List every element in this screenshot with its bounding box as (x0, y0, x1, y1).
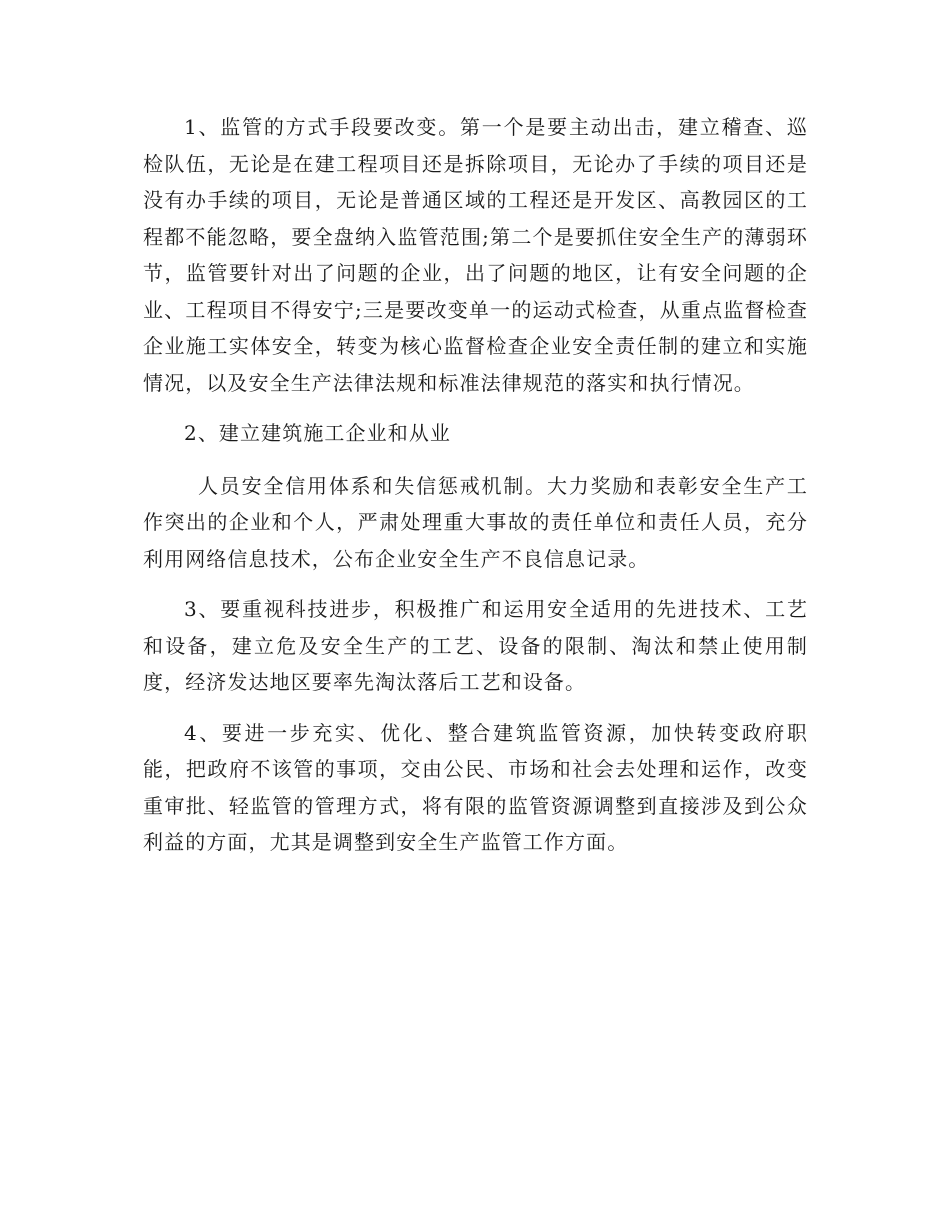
document-body (143, 109, 808, 875)
paragraph-1-supervision-methods: 1、监管的方式手段要改变。第一个是要主动出击，建立稽查、巡检队伍，无论是在建工程项目还是拆除项目，无论办了手续的项目还是没有办手续的项目，无论是普通区域的工程还是开发区、高教园区的工程都不能忽略，要全盘纳入监管范围;第二个是要抓住安全生产的薄弱环节，监管要针对出了问题的企业，出了问题的地区，让有安全问题的企业、工程项目不得安宁;三是要改变单一的运动式检查，从重点监督检查企业施工实体安全，转变为核心监督检查企业安全责任制的建立和实施情况，以及安全生产法律法规和标准法律规范的落实和执行情况。 (143, 115, 808, 395)
paragraph-4-resources: 4、要进一步充实、优化、整合建筑监管资源，加快转变政府职能，把政府不该管的事项，交由公民、市场和社会去处理和运作，改变重审批、轻监管的管理方式，将有限的监管资源调整到直接涉及到公众利益的方面，尤其是调整到安全生产监管工作方面。 (143, 720, 808, 854)
paragraph-2-credit-system: 人员安全信用体系和失信惩戒机制。大力奖励和表彰安全生产工作突出的企业和个人，严肃处理重大事故的责任单位和责任人员，充分利用网络信息技术，公布企业安全生产不良信息记录。 (143, 473, 808, 571)
paragraph-2-heading: 2、建立建筑施工企业和从业 (184, 421, 452, 445)
paragraph-3-technology: 3、要重视科技进步，积极推广和运用安全适用的先进技术、工艺和设备，建立危及安全生产的工艺、设备的限制、淘汰和禁止使用制度，经济发达地区要率先淘汰落后工艺和设备。 (143, 597, 808, 694)
